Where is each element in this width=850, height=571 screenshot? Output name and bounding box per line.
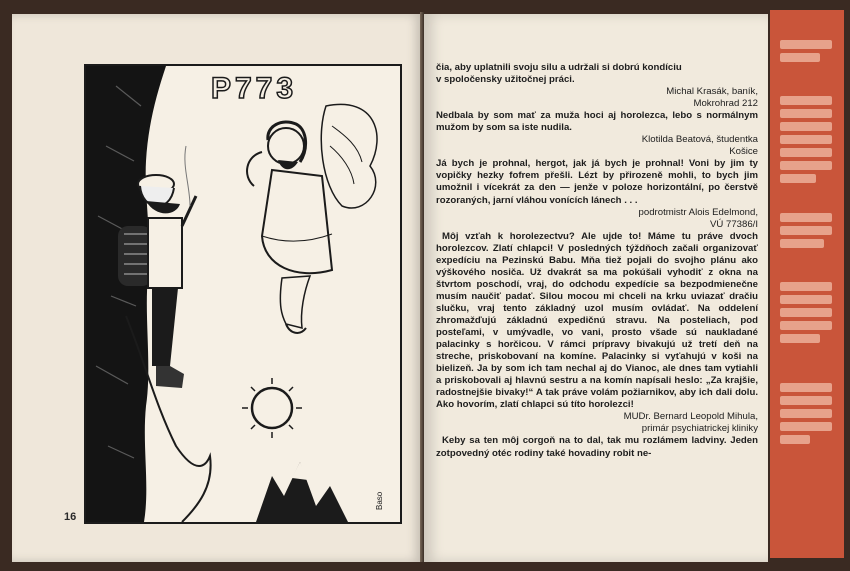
signature-4-role: primár psychiatrickej kliniky	[641, 423, 758, 435]
paragraph-1b: v spoločensky užitočnej práci.	[436, 74, 575, 86]
sun-drawing	[242, 378, 302, 438]
signature-2-place: Košice	[729, 146, 758, 158]
page-number: 16	[64, 511, 77, 523]
signature-1-name: Michal Krasák, baník,	[666, 86, 758, 98]
paragraph-3: Já bych je prohnal, hergot, jak já bych je prohnal! Voni by jim ty vopičky hezky fofrem přešli. Lézt by přirozeně mohli, to bych jim umožnil i vícekrát za den — jenže v poloze horizontální, po čerstvě rozoraných, jarní vláhou vonících lánech . . .	[436, 158, 758, 206]
signature-1-place: Mokrohrad 212	[693, 98, 758, 110]
angel-figure	[247, 104, 377, 333]
next-page-edge	[770, 10, 844, 558]
signature-2-name: Klotilda Beatová, študentka	[641, 134, 758, 146]
cartoon-illustration	[84, 64, 402, 524]
signature-3-place: VÚ 77386/I	[709, 218, 758, 230]
paragraph-1a: čia, aby uplatnili svoju silu a udržali si dobrú kondíciu	[436, 62, 682, 73]
wall-graffiti-sign: P773	[210, 72, 298, 105]
paragraph-4: Môj vzťah k horolezectvu? Ale ujde to! Máme tu práve dvoch horolezcov. Zlatí chlapci! V posledných týždňoch začali organizovať expedíciu na Pezinskú Babu. Mňa tiež pojali do svojho plánu ako výškového nosiča. Už dvakrát sa ma pokúšali vyhodiť z okna na štvrtom poschodí, vraj, do odchodu expedície sa bezpodmienečne musím naučiť padať. Silou mocou mi chceli na krku uviazať dračiu slučku, vraj tento základný uzol musím ovládať. Na oddelení zhromažďujú základnú expedičnú stravu. Na posteliach, pod posteľami, v umývadle, vo vani, prosto všade sú naukladané palacinky s horčicou. V rámci prípravy bivakujú už tretí deň na streche, priskobovaní na komíne. Palacinky si vyťahujú v koši na bielizeň. Ja by som ich tam nechal aj do Vianoc, ale dnes tam vytiahli a priskobovali aj hlavnú sestru a na komín napísali heslo: „Za krajšie, radostnejšie bivaky!“ A tak práve volám požiarnikov, aby ich dali dolu. Ako hovorím, zlatí chlapci sú títo horolezci!	[436, 230, 758, 411]
article-text-column	[436, 62, 758, 460]
signature-3-name: podrotmistr Alois Edelmond,	[638, 206, 758, 218]
artist-signature: Baso	[375, 491, 384, 510]
paragraph-2: Nedbala by som mať za muža hoci aj horolezca, lebo s normálnym mužom by som sa iste nudila.	[436, 110, 758, 134]
paragraph-5: Keby sa ten môj corgoň na to dal, tak mu rozlámem ladviny. Jeden zotpovedný otéc rodiny také hovadiny robit ne-	[436, 435, 758, 459]
signature-4-name: MUDr. Bernard Leopold Mihula,	[623, 411, 758, 423]
